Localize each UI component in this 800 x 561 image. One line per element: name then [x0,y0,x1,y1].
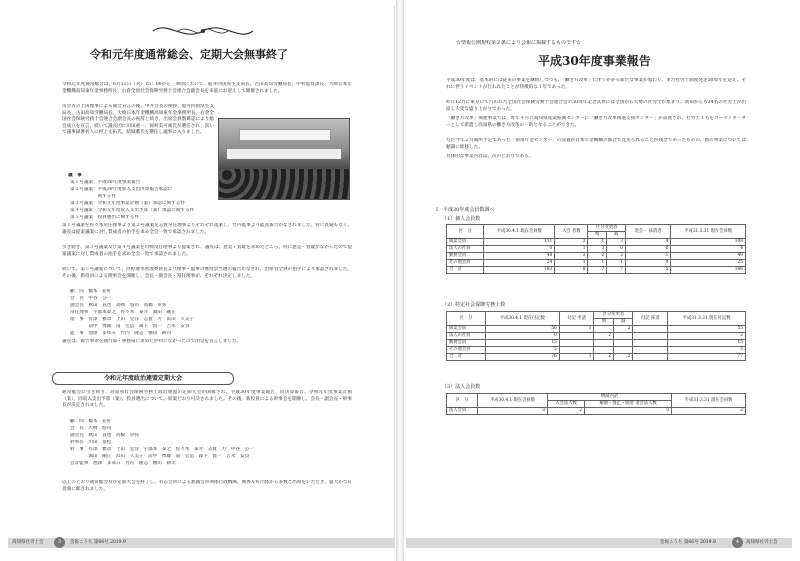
table-row: その他会員 24 1 1 1 0 25 [447,260,746,267]
body-paragraph: 続いて、第５号議案について、河野選挙管理委員長より理事・監事の無投票当選の報告がなされ、出席者全員の拍手により承認されました。その後、新役員による理事会を開催し、会長・副会長・常任理事が、それぞれ決定しました。 [62,267,352,279]
table-header: 区 分 [447,225,484,239]
table-header: 増 [594,319,613,326]
table-row: 開業会員 56 1 2 55 [447,326,746,333]
table-header: 付記 抹消 [633,312,668,326]
table-header: 平成30.4.1 現在付記数 [485,312,559,326]
report-paragraph: 昨年12月に東京にて行われた全国社会保険労務士会連合会の50周年記念式典には全国から大勢の社労士が集まり、高知からも24名の社労士が出席し大変な盛り上がりであった。 [446,100,746,112]
table-header: 平成31.3.31 現在会員数 [671,225,746,239]
table-header: 区 分 [447,312,486,326]
table-row: その他会員 5 5 [447,347,746,354]
table-header: 平成30.4.1 現在会員数 [484,225,555,239]
ornament-flourish-icon [148,20,258,42]
gutter [396,0,404,561]
table-header: 解散・廃止・脱退 退会法人数 [585,401,672,408]
agenda-item: 第３号議案 令和元年度事業計画（案）承認に関する件 [70,201,185,206]
body-paragraph: 引き続き、第３号議案及び第４号議案を川崎常任理事より提案され、議長は、意見・質疑を求めたところ、特に意見・質疑がなかったので提案議案に対し賛成者の拍手を求め全会一致で承認されました。 [62,245,352,257]
agenda-item: 関する件 [70,194,116,199]
footer-issue: 会報こうち 第66号 2019.9 [660,540,716,545]
officer-line: 顧 問 橋本 充好 [70,289,112,294]
footer-org: 高知県社労士会 [746,540,778,545]
closing2-paragraph: 以上のとおり通常総会及び定期大会を終了し、有志会員による懇親会が関係行政機関、関係友好団体から多数ご出席をいただき、盛大かつ有意義に催されました。 [62,480,352,492]
officer-line: 監 事 池澤 まゆみ 竹内 隆志 横田 耕司 [70,331,172,336]
page-title: 令和元年度通常総会、定期大会無事終了 [90,48,288,61]
table-header: 退会・ 抹消者 [625,225,670,239]
intro-paragraph-2: 司会者の上田理事による開会宣言の後、中井会長の挨拶、船井四国厚生支局長、古田高知労働局長、大崎日本年金機構高知東年金事務所長、右倉全国社会保険労務士会連合会副会長の祝辞と続き、出席会員数確認により総会成立を宣言、続いて議長団に川田重一、岡村美可両氏が選任され、次いで議事録署名人に村上丈拓氏、結城薫氏を選任し議事に入りました。 [62,104,214,136]
officer-line: 副会長 秋山 直也 高橋 卓弥 [70,433,139,438]
report-paragraph: 「働き方改革」関連事業では、昨年４月に高知県産業振興センターに「働き方改革推進支援センター」が設置され、社労士１名をコーディネーターとして派遣し高知県の働き方改革の一助となることができた。 [446,116,746,128]
member-count-table [446,224,746,274]
table-header: 入会法人数 [548,401,585,408]
agenda-item: 第１号議案 平成30年度事業報告 [70,180,141,185]
notice-text: ☆情報公開規程第２条により会報に掲載するものです☆ [456,40,582,46]
corporate-count-table [446,393,746,415]
meeting-photo [218,118,350,200]
page-number: 3 [54,537,65,548]
report-paragraph: 平成30年度は、基本的には従来の事業を継続しつつも、「働き方改革」に伴うかかる新たな事業が加わり、また社労士制度発足50周年を迎え、それに伴うイベントが行われたことが特徴的な１年であった。 [446,78,746,90]
specified-count-table [446,311,746,361]
agenda-label: 議 事 [68,173,82,178]
table-header: 減 [607,232,626,239]
table-header: 区 分 [447,394,478,408]
officer-line: 会計監事 池澤 まゆみ 竹内 隆志 横田 耕司 [70,461,176,466]
table-row: 勤務会員 15 15 [447,340,746,347]
table-header: 平成31.3.31 現在会員数 [672,394,746,408]
table-row: 合 計 76 1 2 2 77 [447,354,746,361]
report-paragraph: ただ今年２月開所予定であった「街角年金センター」の設置が日本年金機構の都合で見送られることが残念であったものの、他の事業については順調に推移した。 [446,138,746,150]
table3-title: （3）法人会員数 [442,384,481,390]
left-page [8,6,395,548]
page-title: 平成30年度事業報告 [538,54,651,68]
table-header: 区分変更者 [588,225,625,232]
table-row: 法人の社員 0 2 2 [447,333,746,340]
table-header: 平成31.3.31 現在付記数 [668,312,746,326]
agenda-item: 第５号議案 役員選出に関する件 [70,215,139,220]
agenda-item: 第２号議案 平成30年度収入支出決算報告承認に [70,187,173,192]
report-paragraph: 具体的な事業内容は、次のとおりである。 [446,154,534,159]
agenda-item: 第４号議案 令和元年度収入支出予算（案）承認に関する件 [70,208,195,213]
table2-title: （2）特定社会保険労務士数 [442,302,506,308]
table-header: 付記 申請 [559,312,594,326]
officer-line: 副会長 秋山 直也 高崎 悠司 高橋 卓弥 [70,303,167,308]
table-row: 開業会員 111 3 1 3 4 108 [447,239,746,246]
table-header: 入会 者数 [555,225,588,239]
table-row: 勤務会員 48 3 2 3 1 49 [447,253,746,260]
officer-line: 会 長 中谷 公一 [70,296,112,301]
page-number: 4 [732,537,743,548]
table-row: 法人会員 0 2 0 2 [447,408,746,415]
footer-bar [8,538,394,548]
table-header: 減 [613,319,633,326]
officer-line: 濵田 剛正 浜田 久美子 前中 博雄 南 宏造 森下 賢一 吉永 安良 [70,454,250,459]
section-heading: Ⅰ．平成30年度会員数調べ [436,207,495,213]
officer-line: 幹 事 有澤 雅章 上田 宜洋 宇都本 泰之 佐々木 泰介 志賀 力 中谷 公一 [70,447,254,452]
table1-title: （1）個人会員数 [442,216,481,222]
closing-paragraph: 議長は、報告事項を執行部・事務局に求めたが特になかったので閉会を宣言しました。 [62,339,242,344]
table-header: 増 [588,232,607,239]
officer-line: 理 事 有澤 雅章 上田 宜洋 志賀 力 浜田 久美子 [70,317,195,322]
footer-issue: 会報こうち 第66号 2019.9 [70,540,126,545]
table-row: 法人の社員 0 1 3 0 0 4 [447,246,746,253]
right-page [406,6,792,548]
body-paragraph: 第１号議案を佐々木常任理事より第２号議案を志賀常任理事よりそれぞれ提案し、竹内監事より監査報告がなされました。特に質疑もなく、議長は提案議案に対し賛成者の拍手を求め全会一致で承認されました。 [62,223,352,235]
officer-line: 会 長 大崎 悠司 [70,426,112,431]
table-header: 増減内訳 [548,394,672,401]
officer-line: 前中 博雄 南 宏造 森下 賢一 吉永 安良 [70,324,190,329]
subheading-box: 令和元年度政治連盟定期大会 [52,372,234,385]
body2-paragraph: 通常総会に引き続き、高知県社会保険労務士政治連盟の定期大会が開催され、平成30年度事業報告、同決算報告、令和元年度事業計画（案）、同収入支出予算（案）、役員選出について、原案どおり可決されました。その後、新役員による幹事会を開催し、会長・副会長・幹事長が決定されました。 [62,390,352,409]
intro-paragraph-1: 令和元年度通常総会は、6月11日（火）15：00から三翠園において、船井四国厚生支局長、古田高知労働局長、中村監督課長、大崎日本年金機構高知東年金事務所長、右倉全国社会保険労務士会連合会副会長を来賓にお迎えして開催されました。 [62,82,352,94]
table-row: 合 計 183 8 7 7 5 186 [447,267,746,274]
table-header: 平成30.4.1 現在会員数 [478,394,548,408]
table-header: 区分変更者 [594,312,633,319]
footer-org: 高知県社労士会 [12,540,44,545]
officer-line: 幹事長 川田 富松 [70,440,112,445]
officer-line: 顧 問 橋本 充好 [70,419,112,424]
officer-line: 常任理事 宇都本泰之 佐々木 泰介 濵田 剛正 [70,310,176,315]
